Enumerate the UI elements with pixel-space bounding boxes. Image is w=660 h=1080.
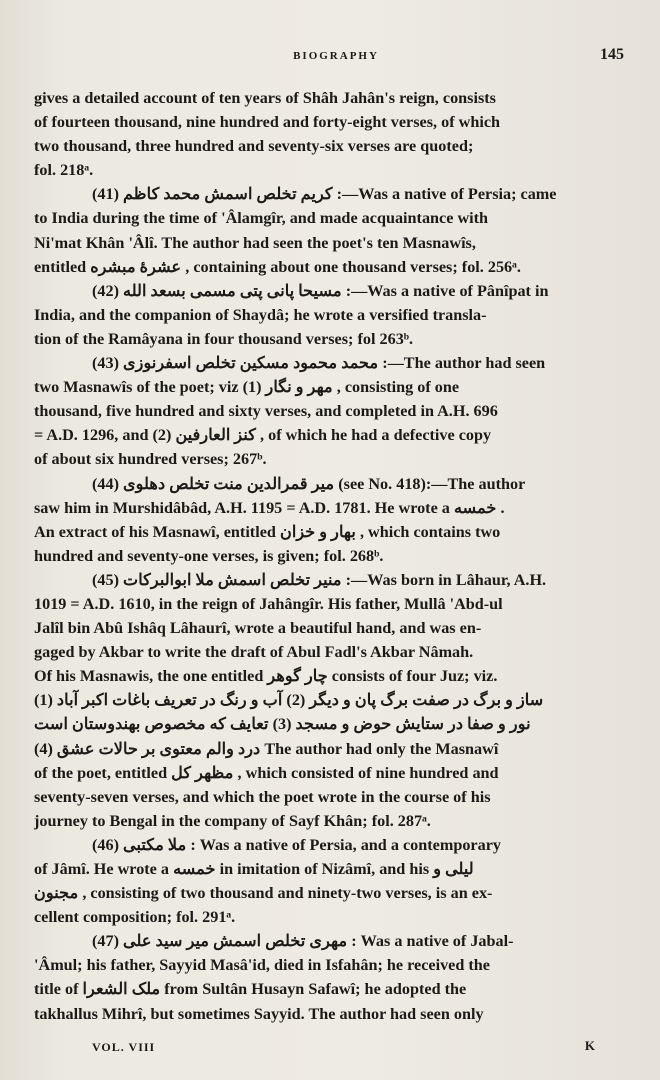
- text-line: An extract of his Masnawî, entitled بهار و خزان , which contains two: [34, 522, 501, 541]
- text-line: takhallus Mihrî, but sometimes Sayyid. The author had seen only: [34, 1004, 484, 1023]
- text-line: to India during the time of 'Âlamgîr, and made acquaintance with: [34, 209, 489, 228]
- text-line: 1019 = A.D. 1610, in the reign of Jahângîr. His father, Mullâ 'Abd-ul: [34, 594, 503, 613]
- running-head: [34, 42, 638, 72]
- text-line: title of ملک الشعرا from Sultân Husayn Safawî; he adopted the: [34, 980, 467, 999]
- page-footer: [92, 1036, 596, 1060]
- text-line: gaged by Akbar to write the draft of Abul Fadl's Akbar Nâmah.: [34, 643, 474, 662]
- volume-label: VOL. VIII: [92, 1040, 156, 1054]
- text-line: saw him in Murshidâbâd, A.H. 1195 = A.D. 1781. He wrote a خمسه .: [34, 498, 505, 517]
- text-line: of the poet, entitled مظهر کل , which consisted of nine hundred and: [34, 763, 499, 782]
- text-line: (42) مسیحا پانی پتی مسمی بسعد الله :—Was a native of Pânîpat in: [92, 281, 549, 300]
- text-line: Of his Masnawis, the one entitled چار گوهر consists of four Juz; viz.: [34, 667, 498, 686]
- text-line: fol. 218ᵃ.: [34, 161, 94, 180]
- text-line: two Masnawîs of the poet; viz (1) مهر و نگار , consisting of one: [34, 378, 460, 397]
- body-text: [34, 86, 638, 1026]
- signature-mark: K: [584, 1038, 596, 1053]
- text-line: seventy-seven verses, and which the poet wrote in the course of his: [34, 787, 491, 806]
- text-line: نور و صفا در ستایش حوض و مسجد (3) تعایف که مخصوص بهندوستان است: [34, 715, 531, 734]
- text-line: of fourteen thousand, nine hundred and forty-eight verses, of which: [34, 113, 501, 132]
- text-line: مجنون , consisting of two thousand and ninety-two verses, is an ex-: [34, 884, 493, 903]
- text-line: hundred and seventy-one verses, is given; fol. 268ᵇ.: [34, 546, 384, 565]
- text-line: 'Âmul; his father, Sayyid Masâ'id, died in Isfahân; he received the: [34, 956, 490, 975]
- text-line: Jalîl bin Abû Ishâq Lâhaurî, wrote a beautiful hand, and was en-: [34, 619, 482, 638]
- text-line: India, and the companion of Shaydâ; he wrote a versified transla-: [34, 305, 487, 324]
- text-line: (46) ملا مکتبی : Was a native of Persia, and a contemporary: [92, 835, 501, 854]
- text-line: (47) مهری تخلص اسمش میر سید علی : Was a native of Jabal-: [92, 932, 514, 951]
- text-line: entitled عشرهٔ مبشره , containing about one thousand verses; fol. 256ᵃ.: [34, 257, 521, 276]
- text-line: tion of the Ramâyana in four thousand verses; fol 263ᵇ.: [34, 329, 414, 348]
- text-line: (43) محمد محمود مسکین تخلص اسفرنوزی :—The author had seen: [92, 354, 546, 373]
- text-line: (41) کریم تخلص اسمش محمد کاظم :—Was a native of Persia; came: [92, 185, 557, 204]
- text-line: journey to Bengal in the company of Sayf Khân; fol. 287ᵃ.: [34, 811, 431, 830]
- text-line: (1) ساز و برگ در صفت برگ پان و دیگر (2) آب و رنگ در تعریف باغات اکبر آباد: [34, 691, 544, 710]
- text-line: thousand, five hundred and sixty verses, and completed in A.H. 696: [34, 402, 498, 421]
- text-line: = A.D. 1296, and (2) کنز العارفین , of which he had a defective copy: [34, 426, 492, 445]
- text-line: (45) منیر تخلص اسمش ملا ابوالبرکات :—Was born in Lâhaur, A.H.: [92, 570, 547, 589]
- text-line: (4) درد والم معتوی بر حالات عشق The author had only the Masnawî: [34, 739, 499, 758]
- text-line: cellent composition; fol. 291ᵃ.: [34, 908, 236, 927]
- text-line: gives a detailed account of ten years of Shâh Jahân's reign, consists: [34, 89, 496, 107]
- text-line: of about six hundred verses; 267ᵇ.: [34, 450, 267, 469]
- running-title: BIOGRAPHY: [293, 50, 379, 62]
- text-line: two thousand, three hundred and seventy-six verses are quoted;: [34, 137, 474, 156]
- page-number: 145: [600, 46, 624, 63]
- text-line: (44) میر قمرالدین منت تخلص دهلوی (see No. 418):—The author: [92, 474, 526, 493]
- text-line: Ni'mat Khân 'Âlî. The author had seen the poet's ten Masnawîs,: [34, 233, 476, 252]
- text-line: of Jâmî. He wrote a خمسه in imitation of Nizâmî, and his لیلی و: [34, 860, 474, 878]
